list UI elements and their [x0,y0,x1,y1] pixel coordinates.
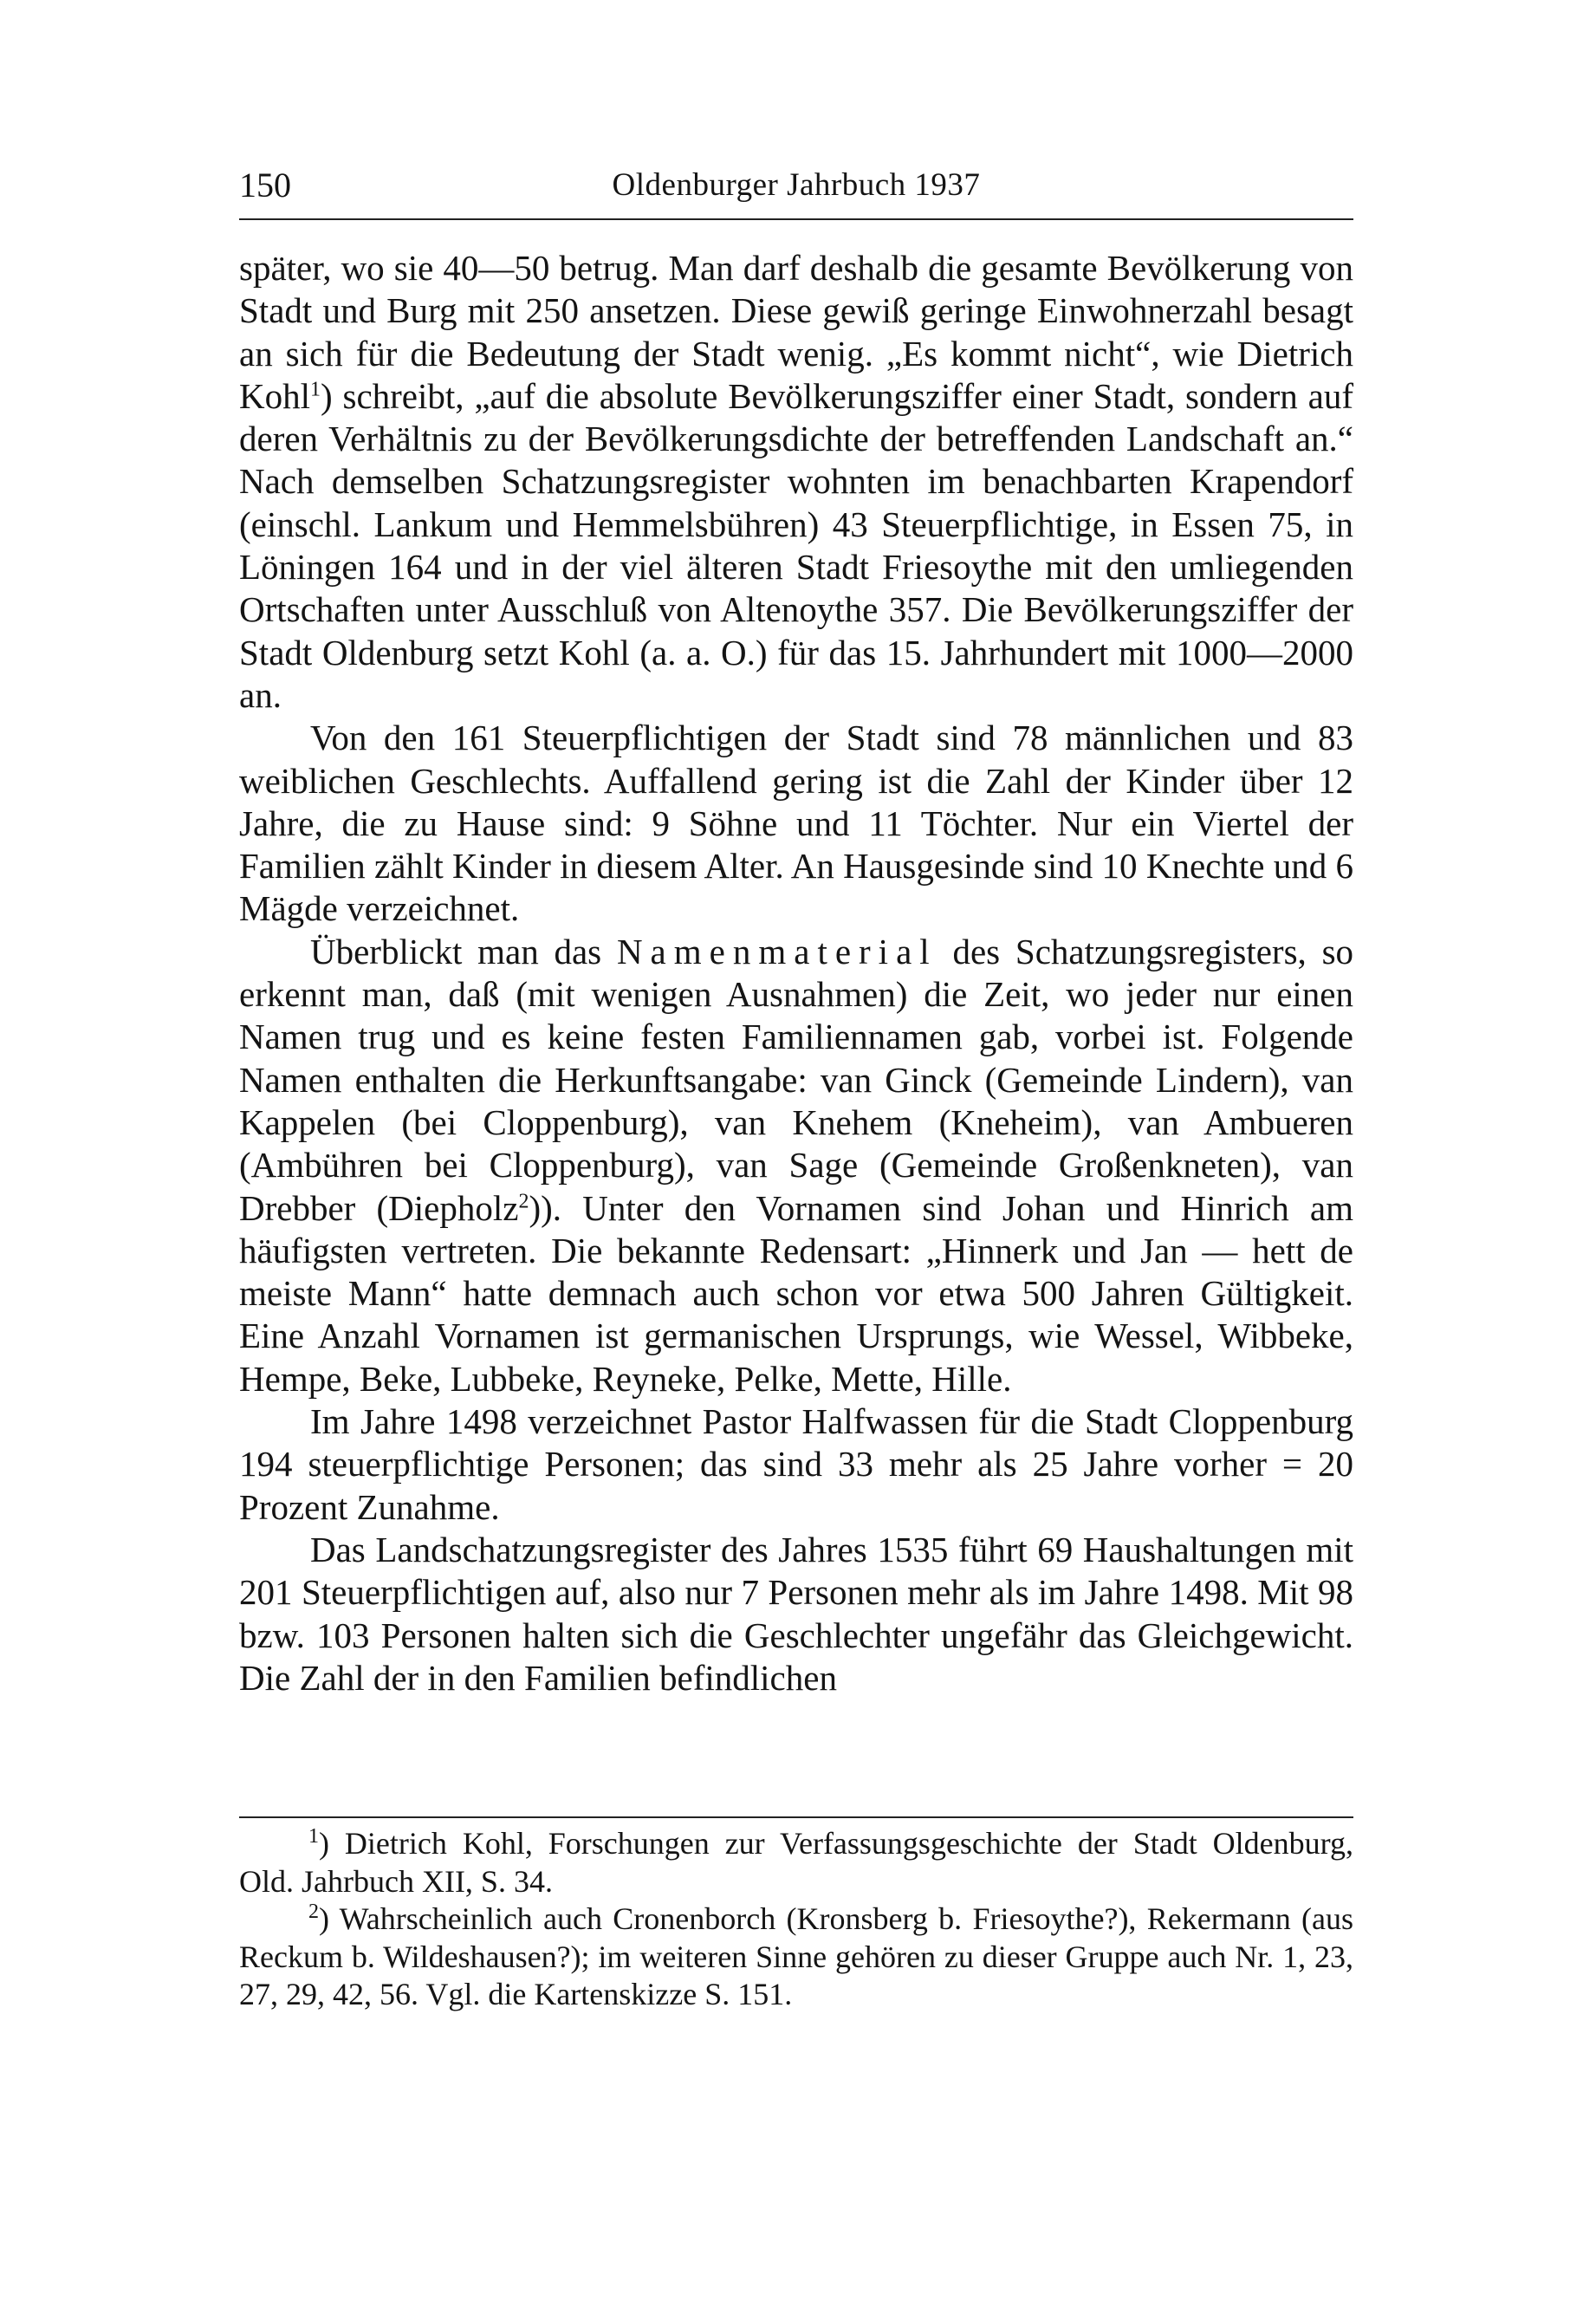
footnote-ref-2: 2 [518,1189,529,1212]
footnote-1-text: ) Dietrich Kohl, Forschungen zur Verfassungsgeschichte der Stadt Oldenburg, Old. Jahrbuch XII, S. 34. [239,1826,1353,1899]
paragraph-5: Das Landschatzungsregister des Jahres 1535 führt 69 Haushaltungen mit 201 Steuerpflichtigen auf, also nur 7 Personen mehr als im Jahre 1498. Mit 98 bzw. 103 Personen halten sich die Geschlechter ungefähr das Gleichgewicht. Die Zahl der in den Familien befindlichen [239,1529,1353,1698]
paragraph-3-text-a: Überblickt man das [310,931,602,971]
footnote-2 [239,1900,1353,2014]
paragraph-1-text-a: später, wo sie 40—50 betrug. Man darf deshalb die gesamte Bevölkerung von Stadt und Burg mit 250 ansetzen. Diese gewiß geringe Einwohnerzahl besagt an sich für die Bedeutung der Stadt wenig. „Es kommt nicht“, wie Dietrich Kohl [239,248,1353,416]
footnote-ref-1: 1 [310,378,321,401]
paragraph-3-text-b: des Schatzungsregisters, so erkennt man, daß (mit wenigen Ausnahmen) die Zeit, wo jeder nur einen Namen trug und es keine festen Familiennamen gab, vorbei ist. Folgende Namen enthalten die Herkunftsangabe: van Ginck (Gemeinde Lindern), van Kappelen (bei Cloppenburg), van Knehem (Kneheim), van Ambueren (Ambühren bei Cloppenburg), van Sage (Gemeinde Großenkneten), van Drebber (Diepholz [239,931,1354,1228]
footnote-2-mark: 2 [308,1900,319,1923]
paragraph-1 [239,247,1353,717]
paragraph-2: Von den 161 Steuerpflichtigen der Stadt sind 78 männlichen und 83 weiblichen Geschlechts. Auffallend gering ist die Zahl der Kinder über 12 Jahre, die zu Hause sind: 9 Söhne und 11 Töchter. Nur ein Viertel der Familien zählt Kinder in diesem Alter. An Hausgesinde sind 10 Knechte und 6 Mägde verzeichnet. [239,718,1353,929]
footnote-2-text: ) Wahrscheinlich auch Cronenborch (Kronsberg b. Friesoythe?), Rekermann (aus Reckum b. Wildeshausen?); im weiteren Sinne gehören zu dieser Gruppe auch Nr. 1, 23, 27, 29, 42, 56. Vgl. die Kartenskizze S. 151. [239,1901,1353,2011]
footnote-1-mark: 1 [308,1825,319,1848]
running-title: Oldenburger Jahrbuch 1937 [612,167,981,203]
spaced-emphasis: Namenmaterial [616,931,937,971]
main-text [239,247,1353,1699]
paragraph-1-text-b: ) schreibt, „auf die absolute Bevölkerungsziffer einer Stadt, sondern auf deren Verhältnis zu der Bevölkerungsdichte der betreffenden Landschaft an.“ Nach demselben Schatzungsregister wohnten im benachbarten Krapendorf (einschl. Lankum und Hemmelsbühren) 43 Steuerpflichtige, in Essen 75, in Löningen 164 und in der viel älteren Stadt Friesoythe mit den umliegenden Ortschaften unter Ausschluß von Altenoythe 357. Die Bevölkerungsziffer der Stadt Oldenburg setzt Kohl (a. a. O.) für das 15. Jahrhundert mit 1000—2000 an. [239,375,1353,715]
paragraph-4: Im Jahre 1498 verzeichnet Pastor Halfwassen für die Stadt Cloppenburg 194 steuerpflichtige Personen; das sind 33 mehr als 25 Jahre vorher = 20 Prozent Zunahme. [239,1401,1353,1527]
page-number: 150 [239,166,291,205]
page-header [239,165,1353,215]
footnote-rule [239,1816,1353,1818]
footnotes [239,1825,1353,2014]
paragraph-3-text-c: )). Unter den Vornamen sind Johan und Hinrich am häufigsten vertreten. Die bekannte Redensart: „Hinnerk und Jan — hett de meiste Mann“ hatte demnach auch schon vor etwa 500 Jahren Gültigkeit. Eine Anzahl Vornamen ist germanischen Ursprungs, wie Wessel, Wibbeke, Hempe, Beke, Lubbeke, Reyneke, Pelke, Mette, Hille. [239,1187,1353,1399]
paragraph-3 [239,931,1353,1400]
footnote-1 [239,1825,1353,1900]
header-rule [239,218,1353,220]
